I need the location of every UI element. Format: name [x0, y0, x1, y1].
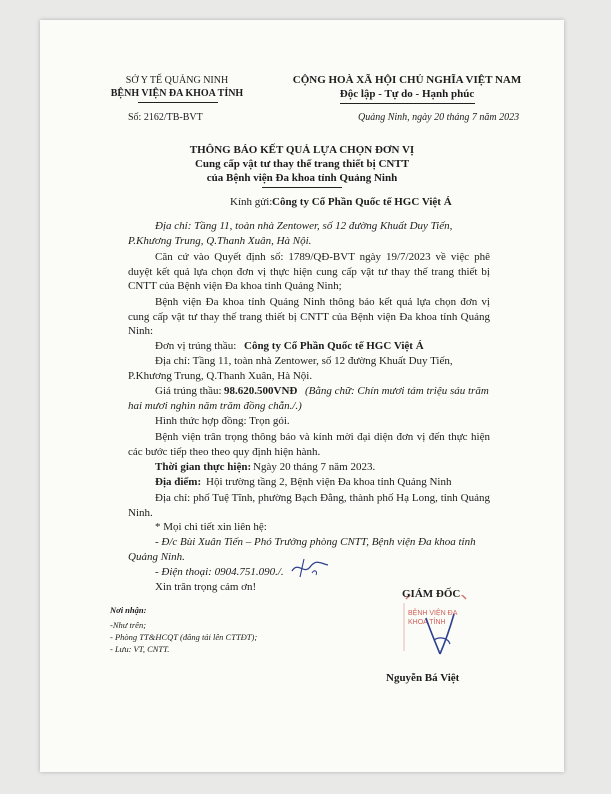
title-line-1: THÔNG BÁO KẾT QUẢ LỰA CHỌN ĐƠN VỊ [189, 144, 415, 156]
signer-position: GIÁM ĐỐC [402, 588, 461, 600]
contact-person-line-1: - Đ/c Bùi Xuân Tiến – Phó Trưởng phòng CNTT, Bệnh viện Đa khoa tỉnh [155, 536, 476, 548]
price-in-words-line-2: hai mươi nghìn năm trăm đồng chẵn./.) [128, 400, 302, 412]
motto-underline [340, 103, 475, 104]
price-value: 98.620.500VNĐ [224, 385, 298, 397]
closing: Xin trân trọng cảm ơn! [155, 581, 257, 593]
recipient-label: Kính gửi: [230, 196, 273, 208]
time-label: Thời gian thực hiện: [155, 461, 252, 473]
venue-value: Hội trường tầng 2, Bệnh viện Đa khoa tỉnh Quảng Ninh [206, 476, 452, 488]
contract-form: Hình thức hợp đồng: Trọn gói. [155, 415, 290, 427]
hospital-underline [138, 102, 218, 103]
paragraph-announcement: Bệnh viện Đa khoa tỉnh Quảng Ninh thông báo kết quả lựa chọn đơn vị cung cấp vật tư thay thế trang thiết bị CNTT của Bệnh viện Đa khoa tỉnh Quảng Ninh: [128, 296, 490, 337]
winner-address-line-1: Địa chỉ: Tầng 11, toàn nhà Zentower, số 12 đường Khuất Duy Tiến, [155, 355, 453, 367]
initial-signature-mark [290, 553, 330, 581]
winner-label: Đơn vị trúng thầu: [155, 340, 237, 352]
signer-name: Nguyễn Bá Việt [386, 672, 460, 684]
winner-address-line-2: P.Khương Trung, Q.Thanh Xuân, Hà Nội. [128, 370, 313, 382]
price-in-words-line-1: (Bằng chữ: Chín mươi tám triệu sáu trăm [305, 385, 489, 397]
title-line-2: Cung cấp vật tư thay thế trang thiết bị CNTT [194, 158, 410, 170]
paragraph-decision: Căn cứ vào Quyết định số: 1789/QĐ-BVT ngày 19/7/2023 về việc phê duyệt kết quả lựa chọn đơn vị thực hiện cung cấp vật tư thay thế trang thiết bị CNTT của Bệnh viện Đa khoa tỉnh Quảng Ninh; [128, 251, 490, 292]
contact-intro: * Mọi chi tiết xin liên hệ: [155, 521, 267, 533]
handwritten-signature [420, 610, 460, 660]
recipients-label: Nơi nhận: [110, 605, 147, 615]
price-label: Giá trúng thầu: [155, 385, 222, 397]
recipient-name: Công ty Cổ Phần Quốc tế HGC Việt Á [272, 196, 452, 208]
venue-label: Địa điểm: [155, 476, 202, 488]
ministry-name: SỞ Y TẾ QUẢNG NINH [125, 75, 229, 86]
recipients-item: - Lưu: VT, CNTT. [110, 644, 170, 654]
paragraph-invitation: Bệnh viện trân trọng thông báo và kính mời đại diện đơn vị đến thực hiện các bước tiếp theo theo quy định hiện hành. [128, 431, 490, 458]
hospital-name: BỆNH VIỆN ĐA KHOA TỈNH [110, 88, 244, 99]
winner-name: Công ty Cổ Phần Quốc tế HGC Việt Á [244, 340, 424, 352]
doc-number: Số: 2162/TB-BVT [128, 112, 203, 123]
country-name: CỘNG HOÀ XÃ HỘI CHỦ NGHĨA VIỆT NAM [292, 74, 522, 86]
stamp-text: BỆNH VIỆN ĐA KHOA TỈNH [408, 610, 458, 626]
contact-phone: - Điện thoại: 0904.751.090./. [155, 566, 284, 578]
document-page [40, 20, 564, 772]
time-value: Ngày 20 tháng 7 năm 2023. [253, 461, 376, 473]
contact-person-line-2: Quảng Ninh. [128, 551, 185, 563]
recipient-address-line-2: P.Khương Trung, Q.Thanh Xuân, Hà Nội. [128, 235, 312, 247]
recipients-item: -Như trên; [110, 620, 147, 630]
recipient-address-line-1: Địa chỉ: Tầng 11, toàn nhà Zentower, số 12 đường Khuất Duy Tiến, [155, 220, 453, 232]
recipients-item: - Phòng TT&HCQT (đăng tải lên CTTĐT); [110, 632, 258, 642]
venue-address: Địa chỉ: phố Tuệ Tĩnh, phường Bạch Đằng, thành phố Hạ Long, tỉnh Quảng Ninh. [128, 492, 490, 519]
motto: Độc lập - Tự do - Hạnh phúc [339, 88, 475, 100]
title-underline [262, 187, 342, 188]
place-date: Quảng Ninh, ngày 20 tháng 7 năm 2023 [358, 112, 520, 123]
title-line-3: của Bệnh viện Đa khoa tỉnh Quảng Ninh [206, 172, 398, 184]
